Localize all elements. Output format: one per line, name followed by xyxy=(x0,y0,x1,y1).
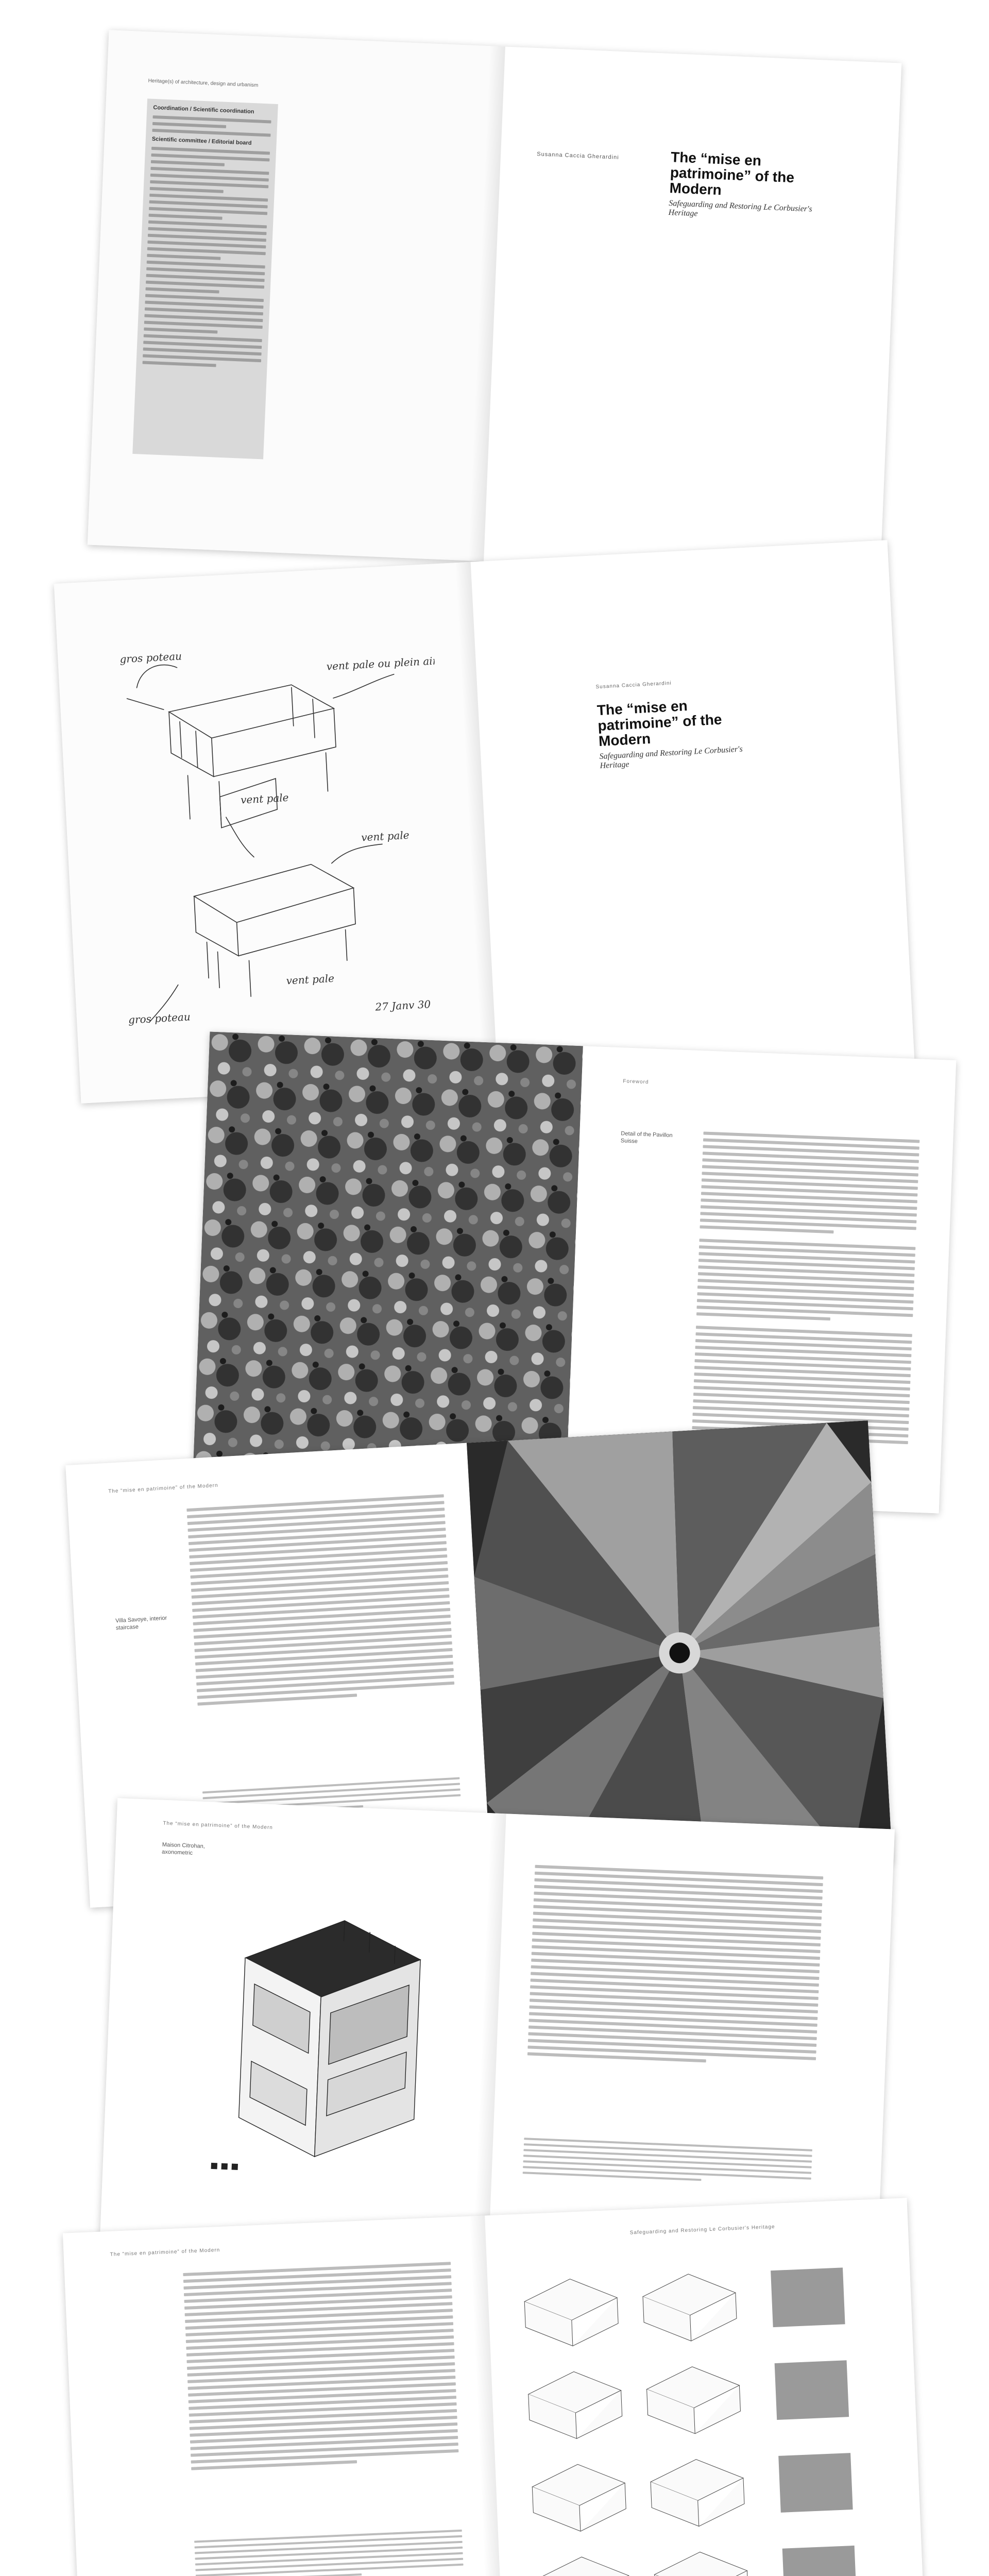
figure-caption: Maison Citrohan, axonometric xyxy=(161,1841,206,1856)
credits-box xyxy=(132,98,278,459)
body-text xyxy=(186,1490,455,1709)
footnotes xyxy=(522,2134,812,2189)
wall-texture-photo xyxy=(193,1031,583,1499)
running-head: Heritage(s) of architecture, design and urbanism xyxy=(148,78,259,89)
right-page xyxy=(484,46,901,578)
right-page xyxy=(485,2198,926,2576)
author-name: Susanna Caccia Gherardini xyxy=(536,151,619,161)
axonometric-drawing xyxy=(205,1895,433,2192)
book-spread-2 xyxy=(54,540,915,1103)
photo-caption: Detail of the Pavillon Suisse xyxy=(620,1130,673,1145)
book-spread-6 xyxy=(63,2198,926,2576)
title-block xyxy=(668,146,841,225)
right-page xyxy=(471,540,915,1081)
left-page xyxy=(99,1798,506,2267)
body-text xyxy=(692,1128,920,1448)
credits-heading: Coordination / Scientific coordination xyxy=(153,104,254,115)
page-header: The “mise en patrimoine” of the Modern xyxy=(163,1820,274,1831)
sketch-note: vent pale xyxy=(285,972,335,987)
axonometric-grid xyxy=(513,2245,899,2576)
author-name: Susanna Caccia Gherardini xyxy=(595,680,672,690)
credits-lines xyxy=(152,115,271,137)
page-header: Safeguarding and Restoring Le Corbusier's Heritage xyxy=(629,2224,775,2236)
body-text xyxy=(183,2258,459,2473)
sketch-drawing xyxy=(103,616,453,1034)
credits-heading: Scientific committee / Editorial board xyxy=(151,135,252,146)
sketch-note: gros poteau xyxy=(119,650,182,666)
sketch-note: vent pale xyxy=(361,828,410,844)
left-page xyxy=(88,30,505,561)
sketch-note: gros poteau xyxy=(128,1010,191,1026)
book-title: The “mise en patrimoine” of the Modern xyxy=(596,698,723,750)
sketch-note: vent pale ou plein air xyxy=(326,654,438,673)
book-spread-1 xyxy=(88,30,902,578)
page-header: The “mise en patrimoine” of the Modern xyxy=(108,1482,218,1495)
footnotes xyxy=(194,2526,464,2576)
sketch-note: 27 Janv 30 xyxy=(374,997,431,1013)
book-subtitle: Safeguarding and Restoring Le Corbusier's Heritage xyxy=(599,744,743,771)
left-page xyxy=(54,562,498,1104)
page-header: The “mise en patrimoine” of the Modern xyxy=(110,2247,220,2258)
book-subtitle: Safeguarding and Restoring Le Corbusier's Heritage xyxy=(668,199,812,218)
left-page xyxy=(63,2215,504,2576)
body-text xyxy=(527,1861,824,2071)
title-block xyxy=(596,691,770,771)
sketch-note: vent pale xyxy=(240,791,289,806)
page-header: Foreword xyxy=(623,1078,649,1086)
photo-caption: Villa Savoye, interior staircase xyxy=(115,1615,167,1632)
book-title: The “mise en patrimoine” of the Modern xyxy=(669,149,795,198)
credits-lines xyxy=(143,147,270,369)
left-page-photo xyxy=(193,1031,583,1499)
